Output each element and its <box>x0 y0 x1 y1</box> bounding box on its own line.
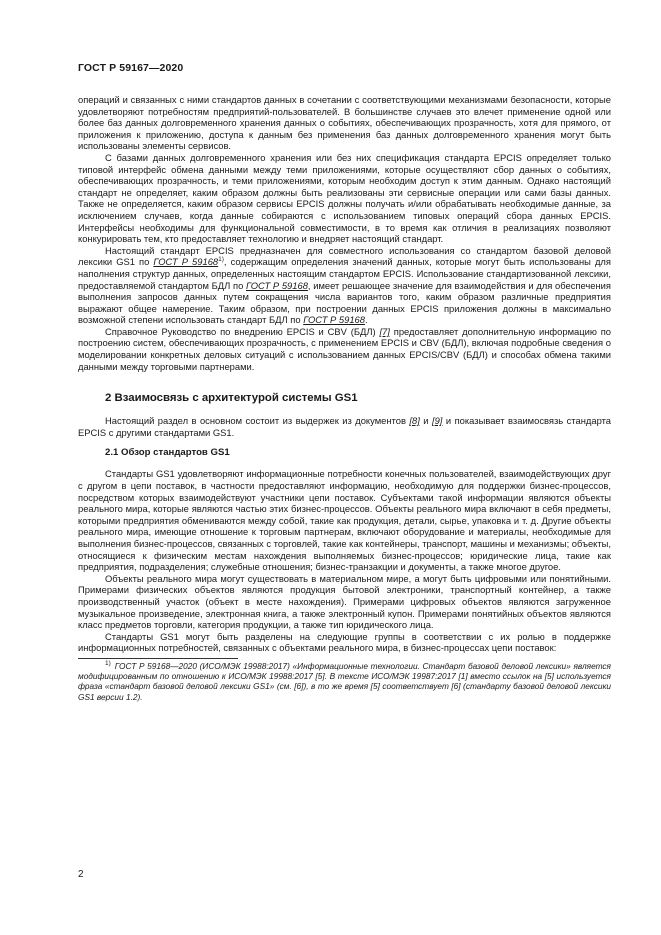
text-segment: , содержащим определения значений данных, которые могут быть использованы для наполнения структур данных, определенных настоящим стандартом EPCIS. Использование стандартизованной лексики, предоставляемой стандартом БДЛ по <box>78 256 611 291</box>
reference-8[interactable]: [8] <box>409 415 420 427</box>
text-segment: Настоящий стандарт EPCIS предназначен для совместного использования со стандартом базовой деловой лексики GS1 по <box>78 244 611 268</box>
paragraph-real-world-objects: Объекты реального мира могут существовать в материальном мире, а могут быть цифровыми или понятийными. Примерами физических объектов являются продукция бытовой электроники, транспортный контейнер, а также производственный участок (объект в месте нахождения). Примерами цифровых объектов являются загруженное музыкальное произведение, электронная книга, а также электронный купон. Примерами понятийных объектов являются класс предметов торговли, категория продукции, а также тип юридического лица. <box>78 572 611 631</box>
page-number: 2 <box>78 869 84 880</box>
text-segment: предоставляет дополнительную информацию по построению систем, обеспечивающих прозрачность, с применением EPCIS и CBV (БДЛ), включая подробные сведения о моделировании конкретных деловых ситуаций с использованием данных EPCIS/CBV (БДЛ) и способах обмена такими данными между торговыми партнерами. <box>78 325 611 372</box>
paragraph-gs1-groups: Стандарты GS1 могут быть разделены на следующие группы в соответствии с их ролью в поддержке информационных потребностей, связанных с объектами реального мира, в бизнес-процессах цепи поставок: <box>78 630 611 654</box>
paragraph-implementation-guide <box>78 326 611 372</box>
section-heading-2: 2 Взаимосвязь с архитектурой системы GS1 <box>105 392 358 405</box>
text-segment: Настоящий раздел в основном состоит из выдержек из документов <box>105 415 410 427</box>
reference-gost-59168[interactable]: ГОСТ Р 59168 <box>303 314 365 326</box>
footnote-mark: 1) <box>105 660 111 668</box>
paragraph-continuation: операций и связанных с ними стандартов данных в сочетании с соответствующими механизмами безопасности, которые удовлетворяют потребностям предприятий-пользователей. В большинстве случаев это влечет применение одной или более баз данных долговременного хранения данных о событиях, обеспечивающих прозрачность, хотя для прямого, от приложения к приложению, доступа к данным без применения баз данных долговременного хранения могут быть использованы элементы сервисов. <box>78 94 611 152</box>
paragraph-section-intro <box>78 415 611 438</box>
subsection-heading-2-1: 2.1 Обзор стандартов GS1 <box>105 447 230 459</box>
reference-gost-59168[interactable]: ГОСТ Р 59168 <box>245 279 308 291</box>
footnote-divider <box>78 658 238 659</box>
text-segment: , имеет решающее значение для взаимодействия и для обеспечения выполнения запросов данных путем сокращения числа вариантов того, каким образом различные предприятия выражают общее намерение. Таким образом, при построении данных EPCIS приложения должны в максимально возможной степени использовать стандарт БДЛ по <box>78 279 611 326</box>
text-segment: и <box>419 415 432 427</box>
text-segment: Справочное Руководство по внедрению EPCIS и CBV (БДЛ) <box>105 325 380 337</box>
text-segment: и показывает взаимосвязь стандарта EPCIS с другими стандартами GS1. <box>78 415 611 438</box>
footnote-text: ГОСТ Р 59168—2020 (ИСО/МЭК 19988:2017) «Информационные технологии. Стандарт базовой деловой лексики» является модифицированным по отношению к ИСО/МЭК 19988:2017 [5]. В тексте ИСО/МЭК 19987:2017 [1] вместо ссылок на [5] используется фраза «стандарт базовой деловой лексики GS1» (см. [6]), в то же время [5] соответствует [6] (стандарту базовой деловой лексики GS1 версии 1.2). <box>78 660 611 702</box>
paragraph-cbv-usage <box>78 245 611 326</box>
text-segment: . <box>365 314 368 326</box>
footnote <box>78 661 611 702</box>
reference-9[interactable]: [9] <box>431 415 443 427</box>
footnote-marker[interactable]: 1) <box>218 256 224 264</box>
paragraph-gs1-overview: Стандарты GS1 удовлетворяют информационные потребности конечных пользователей, взаимодействующих друг с другом в цепи поставок, в частности предоставляют информацию, необходимую для поддержки бизнес-процессов, посредством которых взаимодействуют участники цепи поставок. Субъектами такой информации являются объекты реального мира, которые являются частью этих бизнес-процессов. Объекты реального мира включают в себя предметы, которыми предприятия обмениваются между собой, такие как продукция, детали, сырье, упаковка и т. д. Другие объекты реального мира, имеющие отношение к торговым партнерам, включают оборудование и материалы, необходимые для выполнения бизнес-процессов, связанных с торговлей, такие как контейнеры, транспорт, машины и механизмы; объекты, относящиеся к физическим местам нахождения выполняемых бизнес-процессов; юридические лица, такие как предприятия, подразделения; служебные отношения; бизнес-транзакции и документы, а также многое другое. <box>78 468 611 573</box>
paragraph-epcis-interface: С базами данных долговременного хранения или без них спецификация стандарта EPCIS определяет только типовой интерфейс обмена данными между теми приложениями, которые осуществляют сбор данных о событиях, обеспечивающих прозрачность, и теми приложениями, которым необходим доступ к этим данным. Однако настоящий стандарт не определяет, каким образом должны быть реализованы эти сервисные операции или сами базы данных. Также не определяется, каким образом сервисы EPCIS должны получать и/или обрабатывать необходимые данные, за исключением случаев, когда данные собираются с использованием типовых операций сбора данных EPCIS. Интерфейсы необходимы для функциональной совместимости, в то время как отличия в реализациях позволяют конкурировать тем, кто предоставляет технологию и внедряет настоящий стандарт. <box>78 151 611 245</box>
reference-7[interactable]: [7] <box>379 325 390 337</box>
document-header: ГОСТ Р 59167—2020 <box>78 62 184 74</box>
reference-gost-59168[interactable]: ГОСТ Р 59168 <box>153 256 219 268</box>
page-content <box>78 94 611 702</box>
